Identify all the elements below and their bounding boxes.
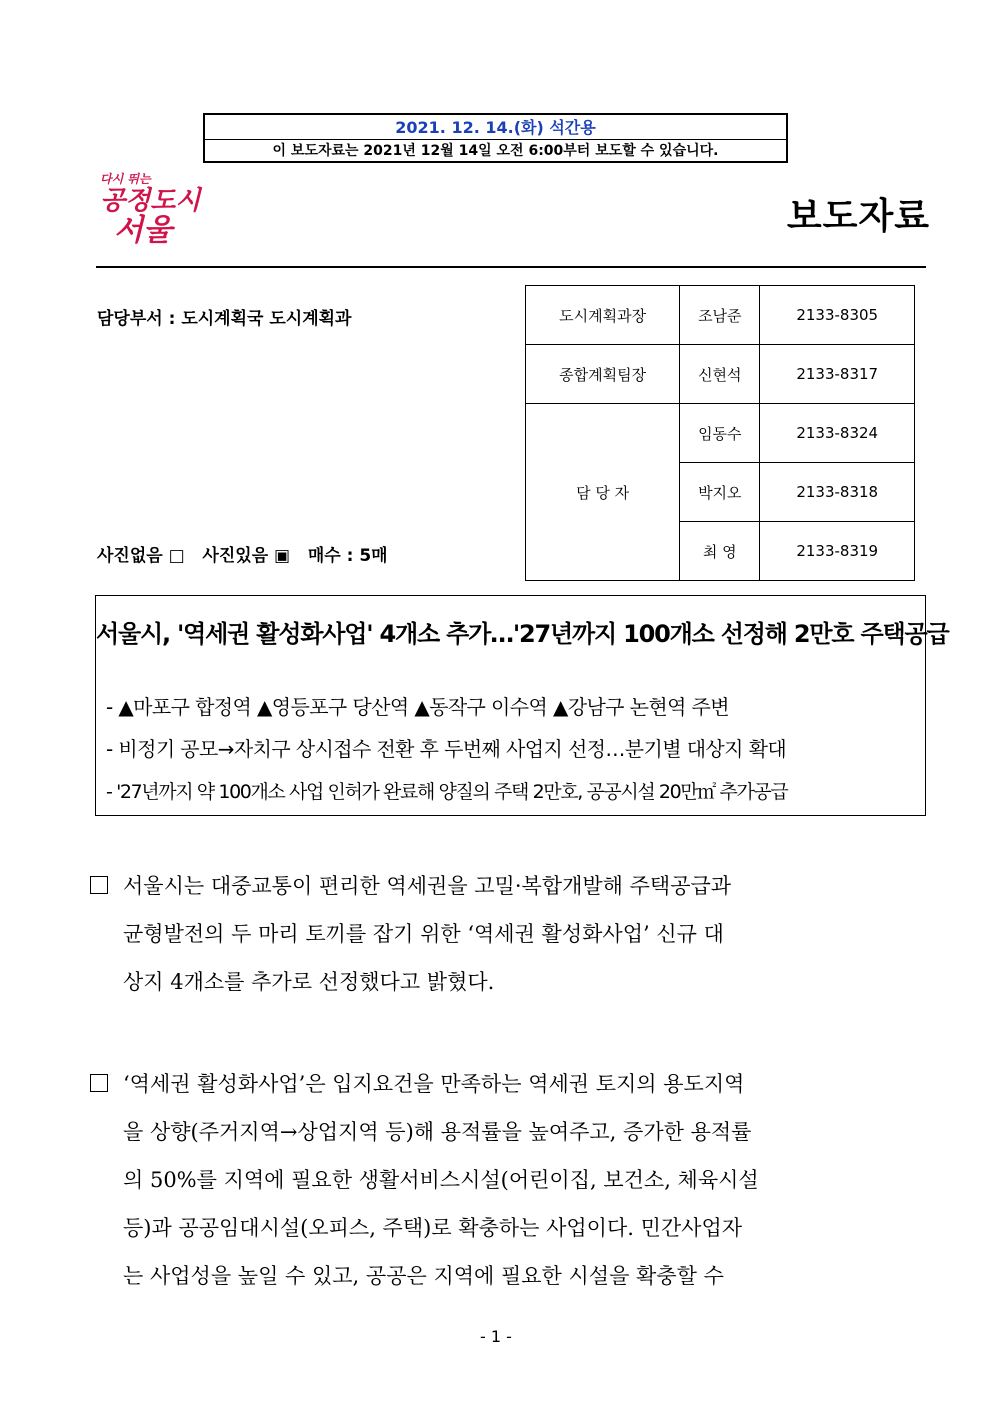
- contact-phone: 2133-8318: [760, 463, 915, 522]
- page-number: - 1 -: [480, 1327, 512, 1346]
- contact-row: [526, 345, 915, 404]
- contact-phone: 2133-8324: [760, 404, 915, 463]
- document-type-title: 보도자료: [786, 196, 930, 237]
- contact-role: 종합계획팀장: [526, 345, 680, 404]
- contact-role: 담 당 자: [526, 404, 680, 581]
- paragraph-line: [87, 1060, 917, 1108]
- department: 담당부서 : 도시계획국 도시계획과: [97, 309, 352, 329]
- contact-row: [526, 404, 915, 463]
- contact-row: [526, 286, 915, 345]
- contact-phone: 2133-8317: [760, 345, 915, 404]
- subheadline: - '27년까지 약 100개소 사업 인허가 완료해 양질의 주택 2만호, 공공시설 20만㎡ 추가공급: [106, 781, 788, 803]
- contact-phone: 2133-8305: [760, 286, 915, 345]
- contact-name: 박지오: [680, 463, 760, 522]
- paragraph-line: 을 상향(주거지역→상업지역 등)해 용적률을 높여주고, 증가한 용적률: [123, 1120, 752, 1144]
- headline: 서울시, '역세권 활성화사업' 4개소 추가…'27년까지 100개소 선정해 2만호 주택공급: [96, 620, 949, 648]
- contact-table: [525, 285, 915, 581]
- paragraph-line: [87, 862, 917, 910]
- square-bullet-icon: [90, 1074, 108, 1092]
- release-embargo: 이 보도자료는 2021년 12월 14일 오전 6:00부터 보도할 수 있습니다.: [272, 143, 719, 159]
- release-date: 2021. 12. 14.(화) 석간용: [205, 115, 786, 140]
- subheadline: - 비정기 공모→자치구 상시접수 전환 후 두번째 사업지 선정…분기별 대상지 확대: [106, 737, 787, 761]
- subheadline: - ▲마포구 합정역 ▲영등포구 당산역 ▲동작구 이수역 ▲강남구 논현역 주변: [106, 695, 729, 719]
- release-box: [203, 113, 788, 163]
- body-paragraph: [87, 862, 917, 1006]
- contact-name: 신현석: [680, 345, 760, 404]
- contact-name: 임동수: [680, 404, 760, 463]
- logo-line1: 다시 뛰는: [100, 172, 151, 186]
- body-paragraph: [87, 1060, 917, 1300]
- paragraph-line: 등)과 공공임대시설(오피스, 주택)로 확충하는 사업이다. 민간사업자: [123, 1216, 743, 1240]
- paragraph-line: 는 사업성을 높일 수 있고, 공공은 지역에 필요한 시설을 확충할 수: [123, 1264, 724, 1288]
- paragraph-text: 서울시는 대중교통이 편리한 역세권을 고밀·복합개발해 주택공급과: [123, 874, 732, 898]
- logo-line2: 공정도시: [100, 186, 201, 216]
- paragraph-text: ‘역세권 활성화사업’은 입지요건을 만족하는 역세권 토지의 용도지역: [123, 1072, 745, 1096]
- seoul-logo: [100, 170, 210, 260]
- contact-name: 조남준: [680, 286, 760, 345]
- headline-box: [95, 595, 949, 816]
- header-divider: [96, 266, 926, 268]
- contact-phone: 2133-8319: [760, 522, 915, 581]
- square-bullet-icon: [90, 876, 108, 894]
- logo-line3: 서울: [114, 213, 172, 248]
- contact-role: 도시계획과장: [526, 286, 680, 345]
- contact-name: 최 영: [680, 522, 760, 581]
- paragraph-line: 균형발전의 두 마리 토끼를 잡기 위한 ‘역세권 활성화사업’ 신규 대: [123, 922, 724, 946]
- paragraph-line: 상지 4개소를 추가로 선정했다고 밝혔다.: [123, 970, 495, 994]
- photo-info: 사진없음 □ 사진있음 ▣ 매수 : 5매: [97, 546, 388, 566]
- paragraph-line: 의 50%를 지역에 필요한 생활서비스시설(어린이집, 보건소, 체육시설: [123, 1168, 759, 1192]
